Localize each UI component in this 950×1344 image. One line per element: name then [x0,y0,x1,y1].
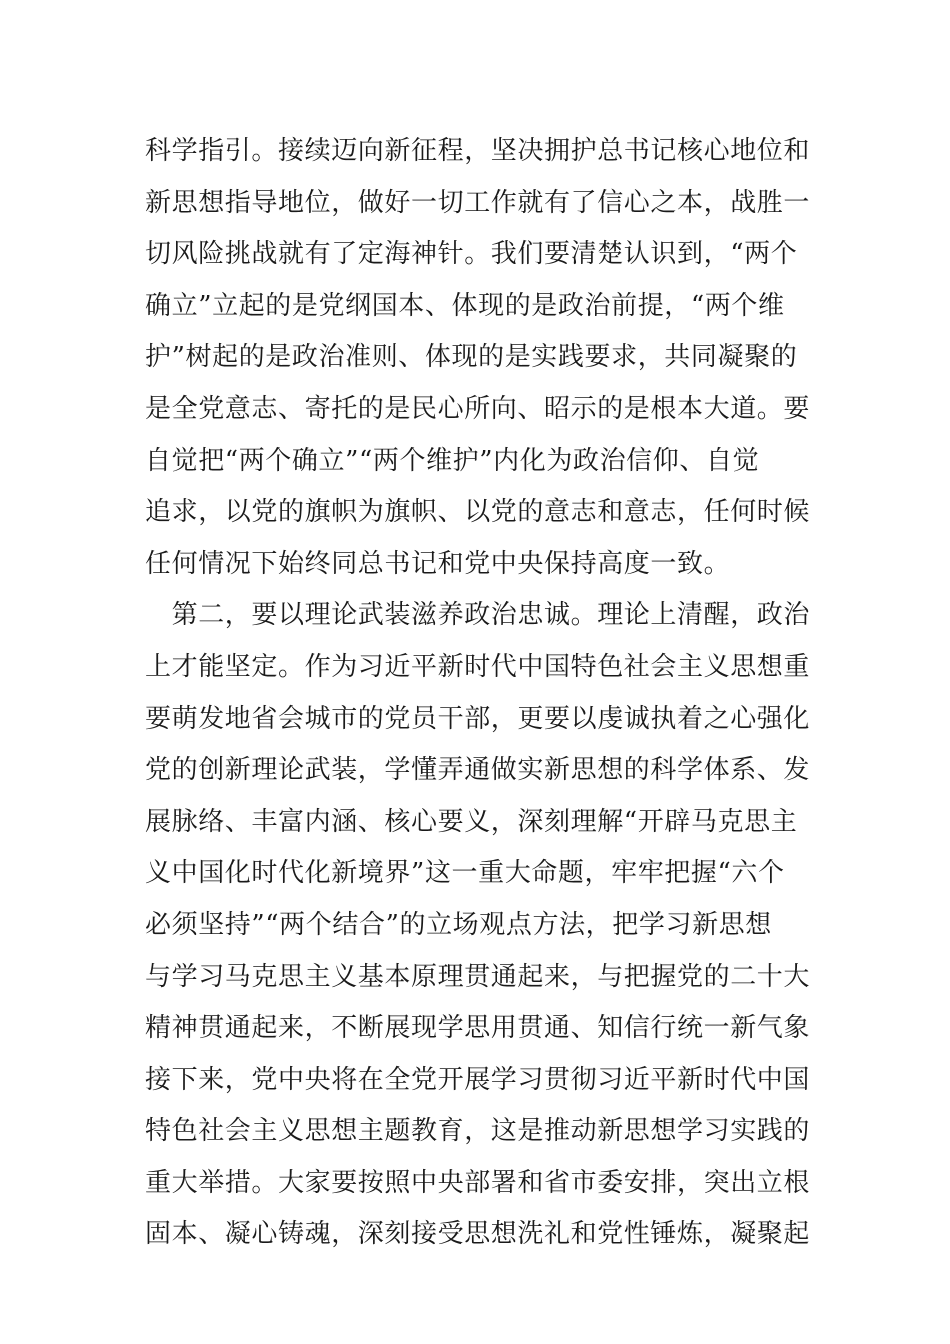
text-line: 接下来，党中央将在全党开展学习贯彻习近平新时代中国 [145,1064,811,1095]
text-line: 要萌发地省会城市的党员干部，更要以虔诚执着之心强化 [145,703,811,734]
text-line: 党的创新理论武装，学懂弄通做实新思想的科学体系、发 [145,755,811,786]
text-line: 展脉络、丰富内涵、核心要义，深刻理解“开辟马克思主 [145,806,798,837]
text-line: 切风险挑战就有了定海神针。我们要清楚认识到，“两个 [145,239,798,270]
text-line: 是全党意志、寄托的是民心所向、昭示的是根本大道。要 [145,393,811,424]
text-line: 必须坚持”“两个结合”的立场观点方法，把学习新思想 [145,909,772,940]
text-line: 重大举措。大家要按照中央部署和省市委安排，突出立根 [145,1167,811,1198]
text-line: 特色社会主义思想主题教育，这是推动新思想学习实践的 [145,1116,811,1147]
text-line: 与学习马克思主义基本原理贯通起来，与把握党的二十大 [145,961,811,992]
text-line: 新思想指导地位，做好一切工作就有了信心之本，战胜一 [145,187,811,218]
text-line: 精神贯通起来，不断展现学思用贯通、知信行统一新气象 [145,1013,811,1044]
text-line: 上才能坚定。作为习近平新时代中国特色社会主义思想重 [145,651,811,682]
text-line: 护”树起的是政治准则、体现的是实践要求，共同凝聚的 [145,342,798,373]
text-line: 义中国化时代化新境界”这一重大命题，牢牢把握“六个 [145,858,785,889]
body-text [145,126,815,1261]
text-line: 确立”立起的是党纲国本、体现的是政治前提，“两个维 [145,290,785,321]
text-line: 固本、凝心铸魂，深刻接受思想洗礼和党性锤炼，凝聚起 [145,1219,811,1250]
text-line: 科学指引。接续迈向新征程，坚决拥护总书记核心地位和 [145,136,811,166]
text-line: 追求，以党的旗帜为旗帜、以党的意志和意志，任何时候 [145,497,811,528]
text-line: 自觉把“两个确立”“两个维护”内化为政治信仰、自觉 [145,445,760,476]
text-line: 任何情况下始终同总书记和党中央保持高度一致。 [145,548,731,579]
paragraph-start-line: 第二，要以理论武装滋养政治忠诚。理论上清醒，政治 [145,600,811,631]
